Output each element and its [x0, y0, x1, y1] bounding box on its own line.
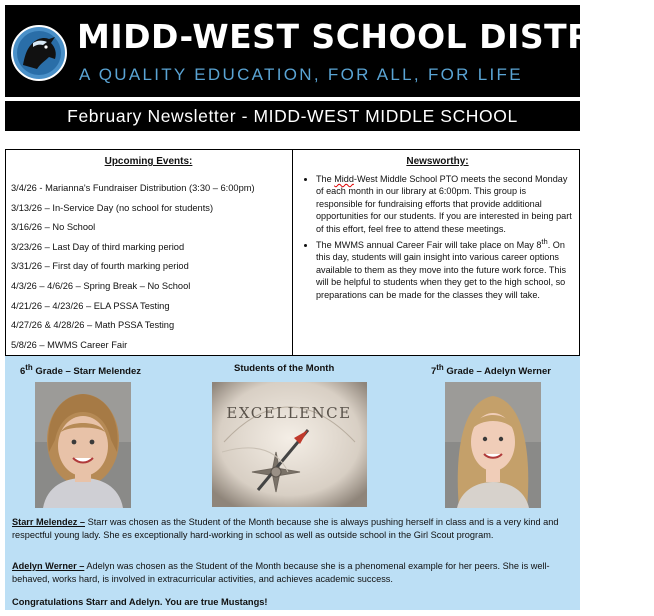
district-header: [5, 5, 654, 97]
ordinal-suffix: th: [436, 363, 444, 372]
event-item: 5/8/26 – MWMS Career Fair: [11, 339, 128, 350]
news-item-pto: [316, 173, 575, 235]
event-item: 4/27/26 & 4/28/26 – Math PSSA Testing: [11, 320, 175, 331]
grade-number: 6: [20, 366, 26, 378]
event-item: 3/16/26 – No School: [11, 222, 96, 233]
adelyn-bio: [12, 560, 574, 585]
events-title: Upcoming Events:: [104, 156, 193, 167]
som-title: Students of the Month: [234, 363, 335, 374]
bio-name: Adelyn Werner –: [12, 561, 85, 571]
compass-word: EXCELLENCE: [226, 404, 352, 422]
event-item: 4/3/26 – 4/6/26 – Spring Break – No School: [11, 280, 191, 291]
news-text: The MWMS annual Career Fair will take place on May 8: [316, 240, 542, 251]
left-student-heading: [20, 363, 141, 377]
student-name: Grade – Adelyn Werner: [443, 366, 551, 378]
ordinal-suffix: th: [25, 363, 33, 372]
news-text: -West Middle School PTO meets the second Monday of each month in our library at 6:00pm. This group is responsible for fundraising efforts that provide additional opportunities for our students. If you are interested in being part of this effort, feel free to attend these meetings.: [316, 174, 572, 234]
starr-bio: [12, 516, 574, 541]
news-text: . On this day, students will gain insight into various career options available to them as they move into the future work force. This will be helpful to students when they get to the high school, so preparations can be made for the classes they will take.: [316, 240, 567, 300]
event-item: 3/23/26 – Last Day of third marking period: [11, 241, 185, 252]
ordinal-suffix: th: [541, 237, 548, 247]
bio-name: Starr Melendez –: [12, 517, 86, 527]
spellcheck-word: Midd: [334, 174, 354, 184]
adelyn-photo: [445, 382, 541, 508]
news-item-career-fair: [316, 236, 575, 301]
mustang-logo: [11, 25, 67, 81]
event-item: 3/13/26 – In-Service Day (no school for students): [11, 202, 214, 213]
news-text: The: [316, 174, 335, 184]
event-item: 4/21/26 – 4/23/26 – ELA PSSA Testing: [11, 300, 170, 311]
event-item: 3/4/26 - Marianna's Fundraiser Distribution (3:30 – 6:00pm): [11, 183, 255, 193]
event-item: 3/31/26 – First day of fourth marking period: [11, 261, 189, 272]
district-tagline: A QUALITY EDUCATION, FOR ALL, FOR LIFE: [79, 65, 523, 84]
bio-text: Adelyn was chosen as the Student of the Month because she is a phenomenal example for her peers. She is well-behaved, works hard, is involved in extracurricular activities, and achieves academic success.: [12, 561, 550, 584]
news-title: Newsworthy:: [406, 156, 469, 167]
right-student-heading: [431, 363, 551, 377]
newsletter-banner: February Newsletter - MIDD-WEST MIDDLE SCHOOL: [5, 101, 580, 131]
upcoming-events: [11, 156, 286, 355]
starr-photo: [35, 382, 131, 508]
newsworthy: [300, 156, 575, 302]
grade-number: 7: [431, 366, 437, 378]
district-name: MIDD-WEST SCHOOL DISTRICT: [77, 17, 654, 56]
bio-text: Starr was chosen as the Student of the Month because she is always pushing herself in class and is a very kind and respectful young lady. She es exceptionally hard-working in school as well as outside school in the Girl Scout program.: [12, 517, 559, 540]
excellence-compass-image: [212, 382, 367, 507]
student-name: Grade – Starr Melendez: [32, 366, 141, 378]
congratulations-text: Congratulations Starr and Adelyn. You are true Mustangs!: [12, 597, 268, 607]
column-divider: [292, 149, 293, 356]
